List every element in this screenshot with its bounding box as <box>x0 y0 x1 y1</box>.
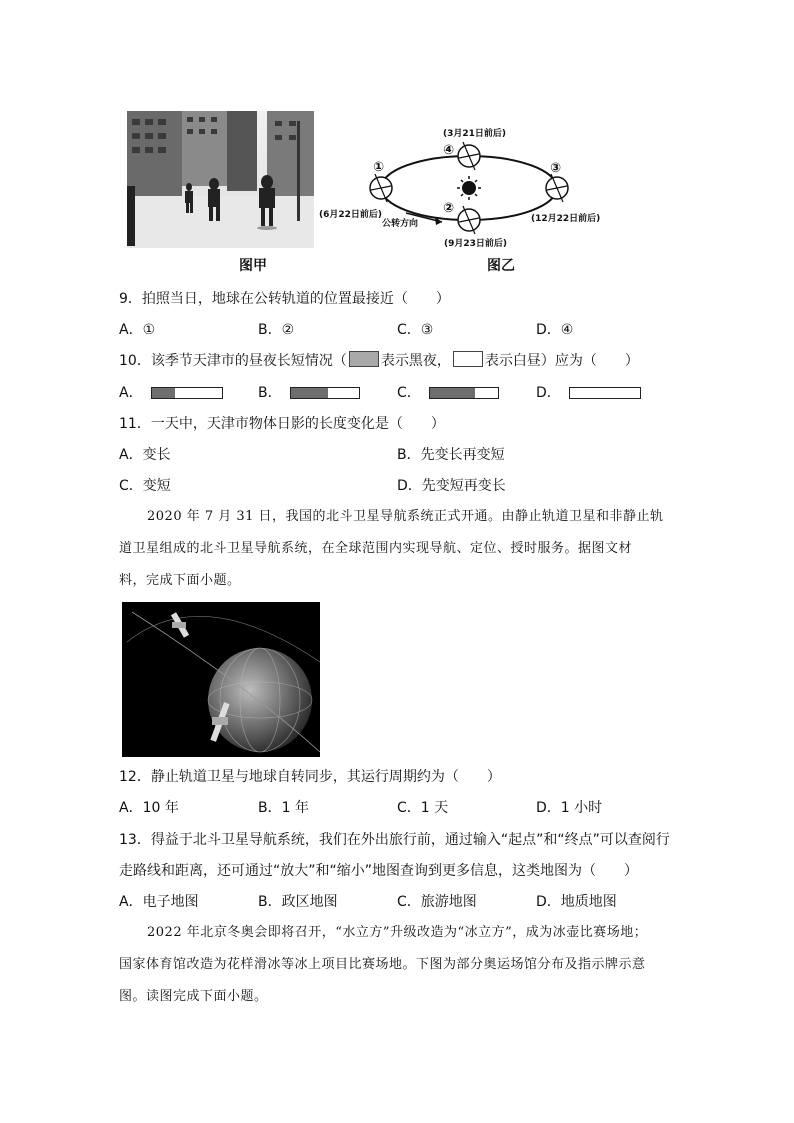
q9-option-b: B．② <box>258 322 295 338</box>
label-dec: (12月22日前后) <box>531 214 601 224</box>
q10-bar-b-night <box>291 388 328 398</box>
q10-bar-c <box>429 387 499 399</box>
q13-option-a: A．电子地图 <box>119 894 199 910</box>
sun-icon <box>457 176 481 200</box>
passage-1-line-3: 料，完成下面小题。 <box>119 573 241 588</box>
q9-option-c: C．③ <box>397 322 434 338</box>
passage-2-line-3: 图。读图完成下面小题。 <box>119 989 268 1004</box>
q11-option-a: A．变长 <box>119 447 171 463</box>
q10-night-text: 表示黑夜， <box>380 353 451 369</box>
night-legend-box <box>349 351 379 367</box>
q10-bar-a <box>151 387 223 399</box>
question-11: 11．一天中，天津市物体日影的长度变化是（ ） <box>119 416 445 432</box>
caption-fig1: 图甲 <box>239 258 267 274</box>
caption-fig2: 图乙 <box>487 258 515 274</box>
q10-stem-pre: 10．该季节天津市的昼夜长短情况（ <box>119 353 347 369</box>
q10-option-a: A． <box>119 383 223 403</box>
q13-option-b: B．政区地图 <box>258 894 338 910</box>
marker-4: ④ <box>443 143 455 158</box>
q10-option-d: D． <box>536 383 641 403</box>
label-mar: (3月21日前后) <box>443 129 507 139</box>
q10-bar-c-night <box>430 388 476 398</box>
marker-2: ② <box>443 201 455 216</box>
day-legend-box <box>453 351 483 367</box>
q10-option-b: B． <box>258 383 360 403</box>
question-10 <box>119 351 639 371</box>
q11-option-b: B．先变长再变短 <box>397 447 505 463</box>
q12-option-d: D．1 小时 <box>536 800 603 816</box>
marker-3: ③ <box>550 161 562 176</box>
q9-option-d: D．④ <box>536 322 574 338</box>
q10-day-text: 表示白昼）应为（ ） <box>484 353 639 369</box>
q10-option-c: C． <box>397 383 499 403</box>
q11-option-c: C．变短 <box>119 478 171 494</box>
passage-1-line-2: 道卫星组成的北斗卫星导航系统，在全球范围内实现导航、定位、授时服务。据图文材 <box>119 541 633 556</box>
label-jun: (6月22日前后) <box>319 210 383 220</box>
question-13-line-2: 走路线和距离，还可通过“放大”和“缩小”地图查询到更多信息，这类地图为（ ） <box>119 863 639 879</box>
question-9: 9．拍照当日，地球在公转轨道的位置最接近（ ） <box>119 291 450 307</box>
q12-option-c: C．1 天 <box>397 800 449 816</box>
street-photo <box>127 111 314 248</box>
passage-1-line-1: 2020 年 7 月 31 日，我国的北斗卫星导航系统正式开通。由静止轨道卫星和非静止轨 <box>147 509 664 524</box>
q13-option-c: C．旅游地图 <box>397 894 477 910</box>
label-direction: 公转方向 <box>382 219 419 229</box>
q12-option-a: A．10 年 <box>119 800 179 816</box>
satellite-image <box>122 602 320 757</box>
q10-bar-d <box>569 387 641 399</box>
label-sep: (9月23日前后) <box>444 239 508 249</box>
passage-2-line-1: 2022 年北京冬奥会即将召开，“水立方”升级改造为“冰立方”，成为冰壶比赛场地； <box>147 925 648 940</box>
q10-bar-a-night <box>152 388 175 398</box>
passage-2-line-2: 国家体育馆改造为花样滑冰等冰上项目比赛场地。下图为部分奥运场馆分布及指示牌示意 <box>119 957 646 972</box>
q12-option-b: B．1 年 <box>258 800 309 816</box>
question-12: 12．静止轨道卫星与地球自转同步，其运行周期约为（ ） <box>119 769 501 785</box>
question-13-line-1: 13．得益于北斗卫星导航系统，我们在外出旅行前，通过输入“起点”和“终点”可以查阅行 <box>119 832 670 848</box>
q13-option-d: D．地质地图 <box>536 894 617 910</box>
marker-1: ① <box>373 160 385 175</box>
q9-option-a: A．① <box>119 322 156 338</box>
q10-bar-b <box>290 387 360 399</box>
q11-option-d: D．先变短再变长 <box>397 478 506 494</box>
